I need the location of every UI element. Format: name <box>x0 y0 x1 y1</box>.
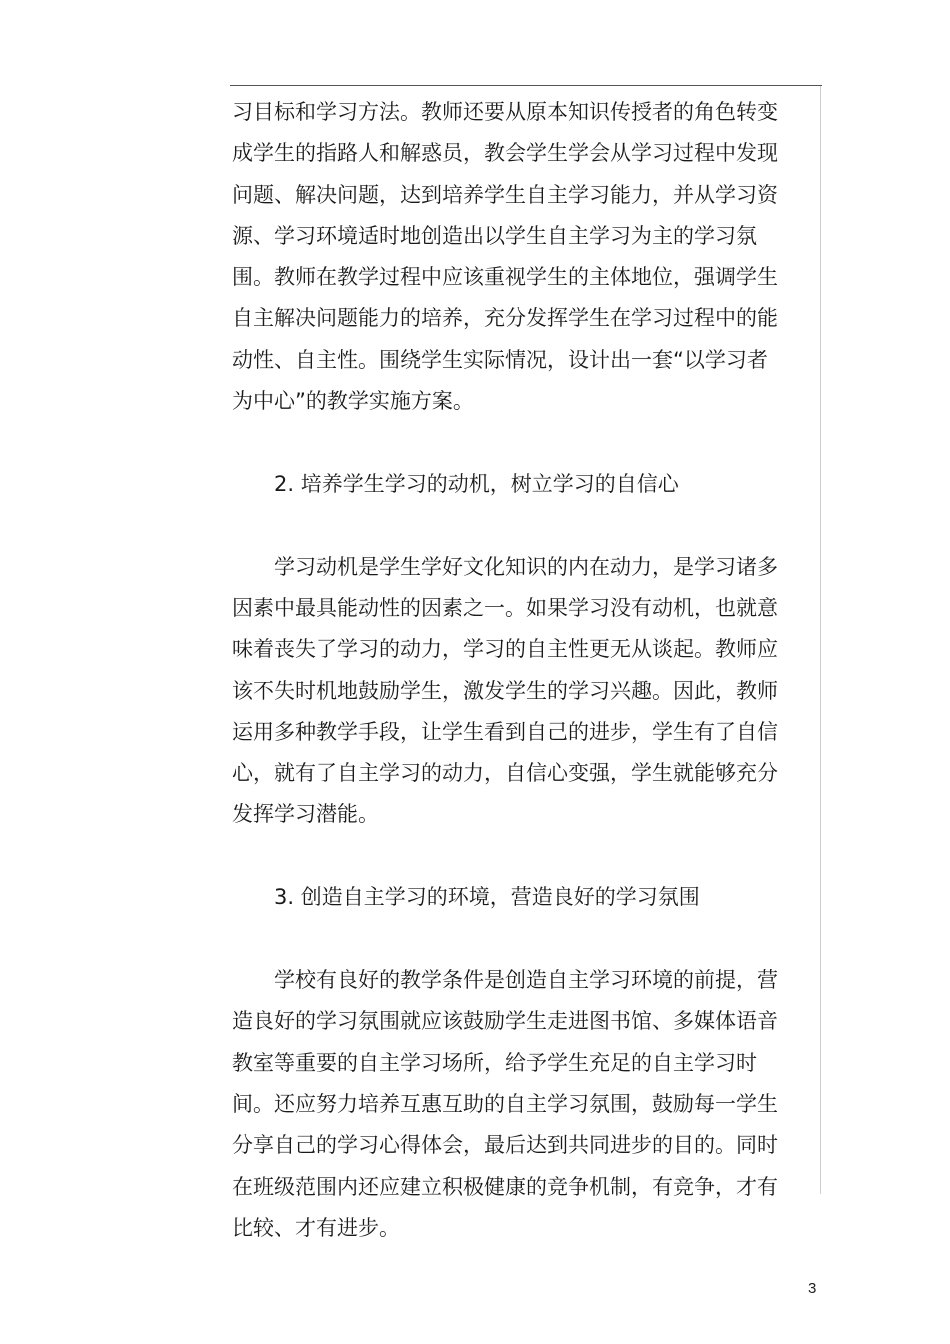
paragraph-gap <box>232 919 777 961</box>
page-body <box>232 92 777 1249</box>
text-line: 造良好的学习氛围就应该鼓励学生走进图书馆、多媒体语音 <box>232 1009 778 1034</box>
text-line: 学校有良好的教学条件是创造自主学习环境的前提，营 <box>274 968 778 993</box>
text-line: 问题、解决问题，达到培养学生自主学习能力，并从学习资 <box>232 182 778 207</box>
text-line: 为中心”的教学实施方案。 <box>232 389 474 414</box>
text-line: 因素中最具能动性的因素之一。如果学习没有动机，也就意 <box>232 595 778 620</box>
paragraph-gap <box>232 505 777 547</box>
paragraph-environment <box>232 960 777 1249</box>
paragraph-continuation <box>232 92 777 422</box>
text-line: 围。教师在教学过程中应该重视学生的主体地位，强调学生 <box>232 265 778 290</box>
text-line: 习目标和学习方法。教师还要从原本知识传授者的角色转变 <box>232 100 778 124</box>
paragraph-gap <box>232 422 777 464</box>
text-line: 学习动机是学生学好文化知识的内在动力，是学习诸多 <box>274 554 778 579</box>
text-line: 间。还应努力培养互惠互助的自主学习氛围，鼓励每一学生 <box>232 1091 778 1116</box>
text-line: 分享自己的学习心得体会，最后达到共同进步的目的。同时 <box>232 1133 778 1158</box>
text-line: 动性、自主性。围绕学生实际情况，设计出一套“以学习者 <box>232 347 768 372</box>
text-line: 比较、才有进步。 <box>232 1215 400 1240</box>
text-line: 该不失时机地鼓励学生，激发学生的学习兴趣。因此，教师 <box>232 678 778 703</box>
text-line: 发挥学习潜能。 <box>232 802 379 827</box>
text-line: 味着丧失了学习的动力，学习的自主性更无从谈起。教师应 <box>232 637 778 662</box>
text-line: 教室等重要的自主学习场所，给予学生充足的自主学习时 <box>232 1050 757 1075</box>
text-line: 在班级范围内还应建立积极健康的竞争机制，有竞争，才有 <box>232 1174 778 1199</box>
paragraph-motivation <box>232 547 777 836</box>
section-heading-2: 2. 培养学生学习的动机，树立学习的自信心 <box>274 471 679 496</box>
text-line: 运用多种教学手段，让学生看到自己的进步，学生有了自信 <box>232 719 778 744</box>
text-line: 成学生的指路人和解惑员，教会学生学会从学习过程中发现 <box>232 141 778 166</box>
text-line: 源、学习环境适时地创造出以学生自主学习为主的学习氛 <box>232 223 757 248</box>
text-line: 自主解决问题能力的培养，充分发挥学生在学习过程中的能 <box>232 306 778 331</box>
text-line: 心，就有了自主学习的动力，自信心变强，学生就能够充分 <box>232 761 778 786</box>
page-number: 3 <box>808 1280 817 1297</box>
header-rule <box>230 85 822 86</box>
paragraph-gap <box>232 836 777 878</box>
section-heading-3: 3. 创造自主学习的环境，营造良好的学习氛围 <box>274 885 700 910</box>
right-margin-rule <box>820 86 821 1194</box>
